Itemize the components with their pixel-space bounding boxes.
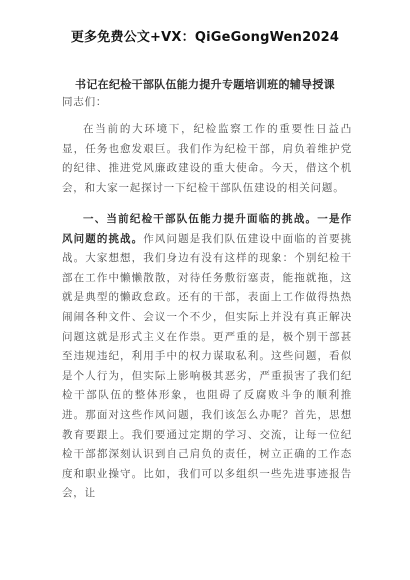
paragraph-text: 作风问题是我们队伍建设中面临的首要挑战。大家想想，我们身边有没有这样的现象：个别纪检干部在工作中懒懒散散，对待任务敷衍塞责，能拖就拖，这就是典型的懒政怠政。还有的干部，表面上工作做得热热闹闹各种文件、会议一个不少，但实际上并没有真正解决问题这就是形式主义在作祟。更严重的是，极个别干部甚至违规违纪，利用手中的权力谋取私利。这些问题，看似是个人行为，但实际上影响极其恶劣，严重损害了我们纪检干部队伍的整体形象，也阻碍了反腐败斗争的顺利推进。那面对这些作风问题，我们该怎么办呢？首先，思想教育要跟上。我们要通过定期的学习、交流，让每一位纪检干部都深刻认识到自己肩负的责任，树立正确的工作态度和职业操守。比如，我们可以多组织一些先进事迹报告会，让: [62, 232, 352, 500]
section-heading: 一、当前纪检干部队伍能力提升面临的挑战。一是作风问题的挑战。: [62, 213, 352, 245]
paragraph-intro: [62, 120, 352, 198]
paragraph-challenges: [62, 210, 352, 504]
promo-header: 更多免费公文+VX：QiGeGongWen2024: [70, 30, 340, 45]
salutation: 同志们：: [62, 96, 108, 108]
paragraph-text: 在当前的大环境下，纪检监察工作的重要性日益凸显，任务也愈发艰巨。我们作为纪检干部，肩负着维护党的纪律、推进党风廉政建设的重大使命。今天，借这个机会，和大家一起探讨一下纪检干部队伍建设的相关问题。: [62, 123, 352, 194]
document-title: 书记在纪检干部队伍能力提升专题培训班的辅导授课: [75, 78, 335, 91]
